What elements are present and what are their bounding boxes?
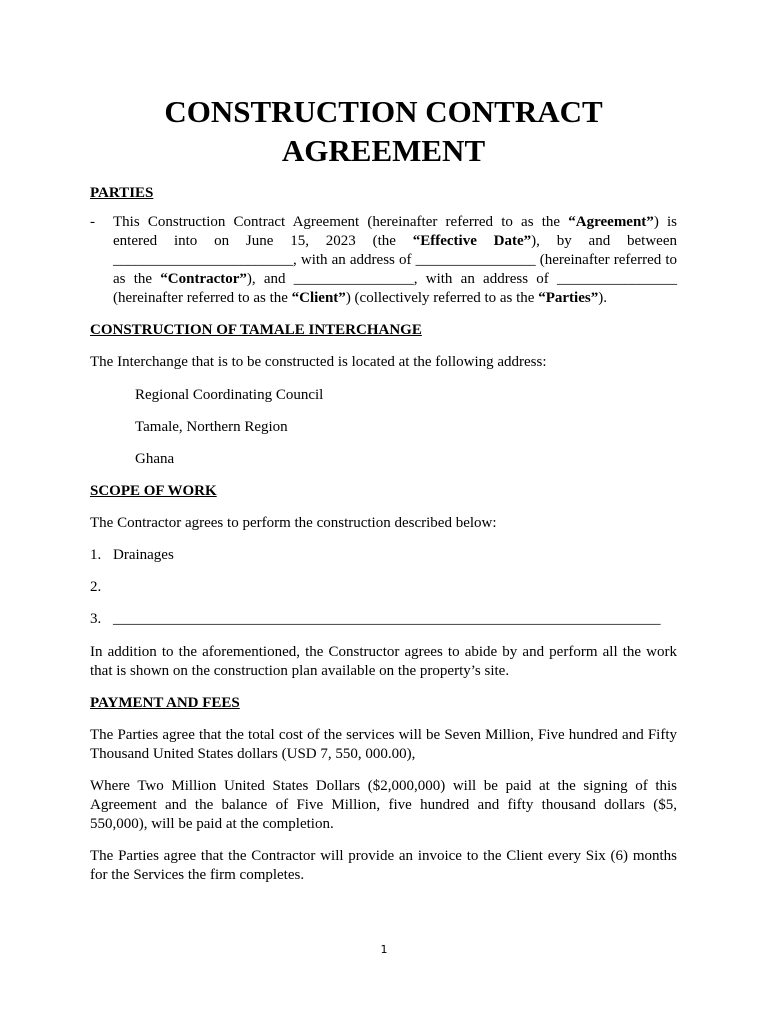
- defined-term: “Contractor”: [160, 271, 247, 287]
- defined-term: “Parties”: [538, 290, 599, 306]
- parties-text: [113, 214, 677, 306]
- scope-item-number: 3.: [90, 611, 102, 627]
- address-line-1: Regional Coordinating Council: [135, 387, 324, 403]
- construction-heading: CONSTRUCTION OF TAMALE INTERCHANGE: [90, 322, 422, 338]
- scope-item-number: 2.: [90, 579, 102, 595]
- scope-item-3: [90, 610, 677, 629]
- parties-text-segment: ).: [598, 290, 607, 306]
- parties-heading: PARTIES: [90, 185, 154, 201]
- payment-paragraph-1: The Parties agree that the total cost of the services will be Seven Million, Five hundred and Fifty Thousand United States dollars (USD 7, 550, 000.00),: [90, 727, 677, 762]
- scope-item-number: 1.: [90, 547, 102, 563]
- parties-text-segment: ) (collectively referred to as the: [345, 290, 539, 306]
- parties-text-segment: ), and ________________, with an address of ________________ (hereinafter referred to as the: [113, 271, 677, 306]
- scope-item-text: [113, 579, 117, 595]
- address-line-2: Tamale, Northern Region: [135, 419, 288, 435]
- parties-text-segment: ), by and between ________________________, with an address of ________________ (hereinafter referred to as the: [113, 233, 677, 287]
- document-page: [90, 92, 677, 885]
- document-title-line-2: AGREEMENT: [281, 133, 486, 168]
- document-title: [90, 92, 677, 170]
- payment-paragraph-2: Where Two Million United States Dollars ($2,000,000) will be paid at the signing of this Agreement and the balance of Five Million, five hundred and fifty thousand dollars ($5, 550,000), will be paid at the completion.: [90, 778, 677, 832]
- defined-term: “Effective Date”: [412, 233, 532, 249]
- defined-term: “Client”: [291, 290, 346, 306]
- parties-text-segment: This Construction Contract Agreement (hereinafter referred to as the: [113, 214, 569, 230]
- payment-heading: PAYMENT AND FEES: [90, 695, 240, 711]
- scope-item-1: [90, 546, 677, 565]
- scope-item-text: _________________________________________________________________________: [113, 611, 661, 627]
- scope-intro: The Contractor agrees to perform the construction described below:: [90, 515, 497, 531]
- parties-text-segment: ) is entered into on June 15, 2023 (the: [113, 214, 678, 249]
- parties-paragraph: [90, 213, 677, 308]
- construction-intro: The Interchange that is to be constructed is located at the following address:: [90, 354, 547, 370]
- address-line-3: Ghana: [135, 451, 175, 467]
- scope-closing: In addition to the aforementioned, the Constructor agrees to abide by and perform all the work that is shown on the construction plan available on the property’s site.: [90, 644, 677, 679]
- parties-bullet: -: [90, 214, 95, 230]
- scope-item-text: Drainages: [113, 547, 174, 563]
- payment-paragraph-3: The Parties agree that the Contractor will provide an invoice to the Client every Six (6) months for the Services the firm completes.: [90, 848, 677, 883]
- page-number: 1: [380, 943, 388, 956]
- scope-heading: SCOPE OF WORK: [90, 483, 217, 499]
- document-title-line-1: CONSTRUCTION CONTRACT: [164, 94, 603, 129]
- scope-item-2: [90, 578, 677, 597]
- defined-term: “Agreement”: [568, 214, 654, 230]
